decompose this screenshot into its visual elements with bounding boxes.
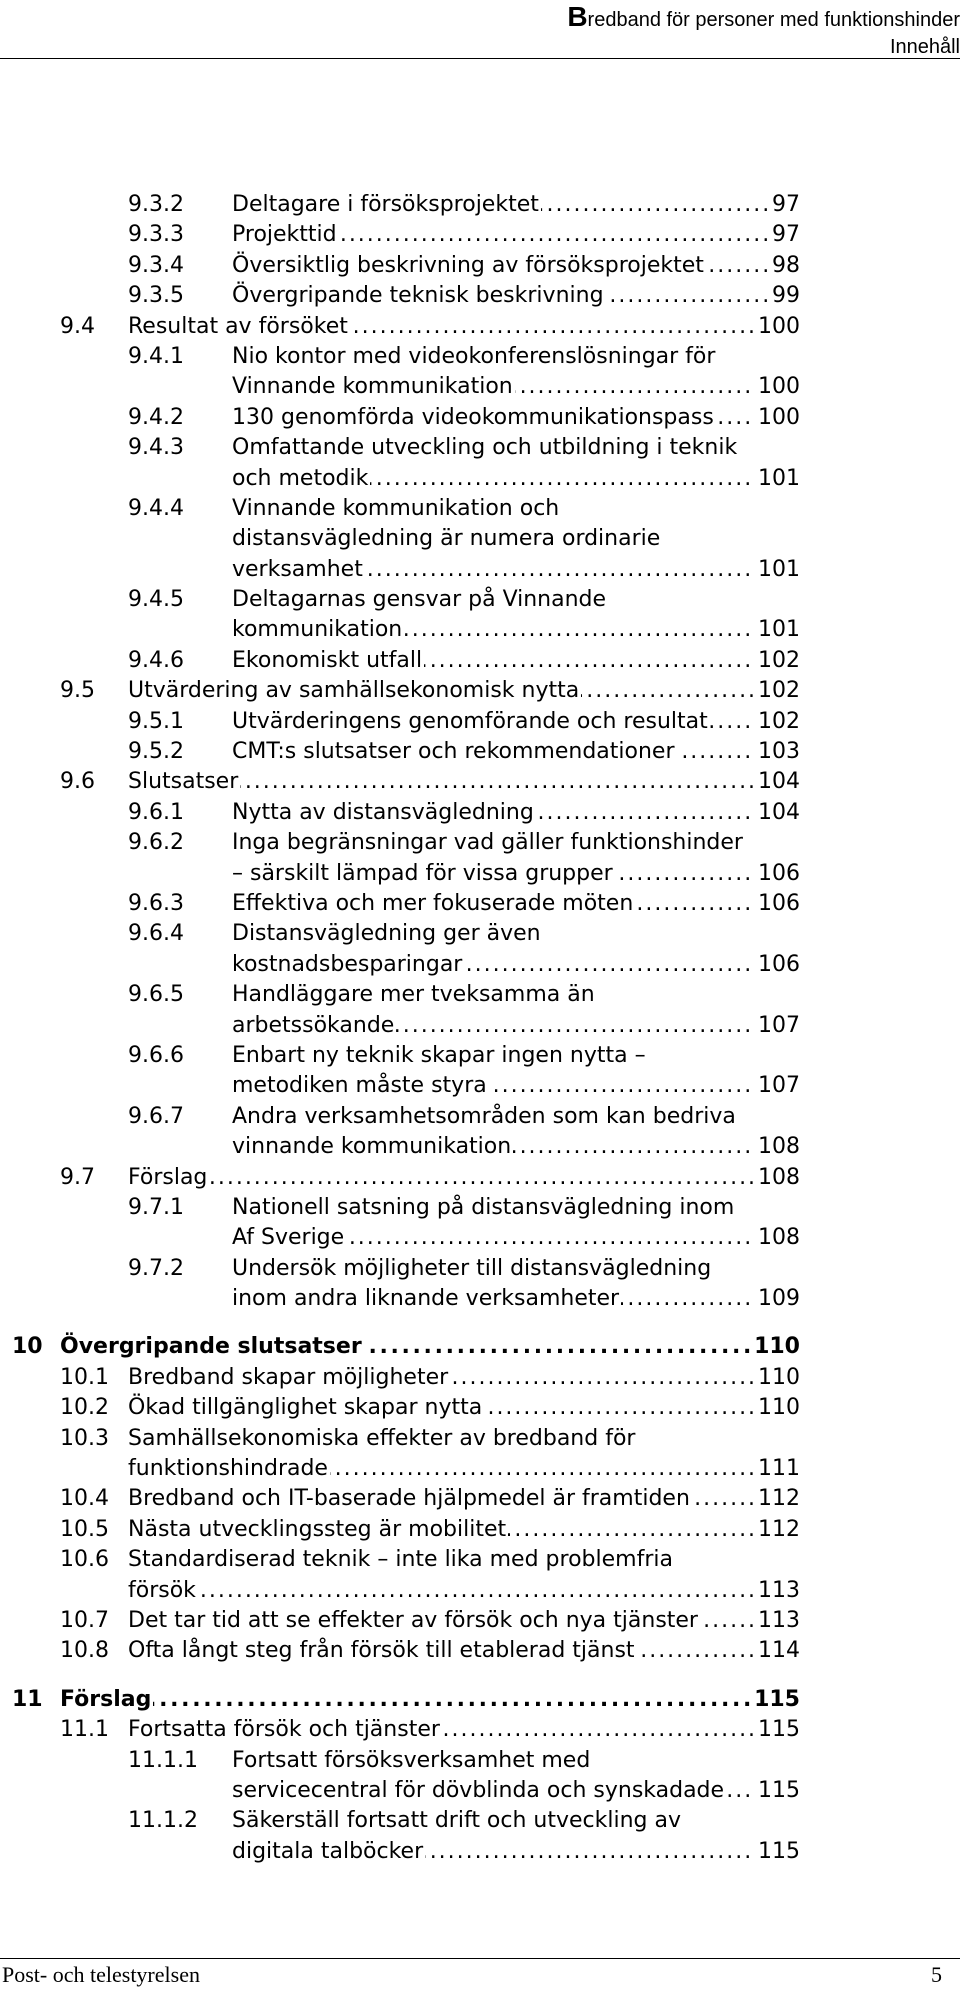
toc-title-text: Resultat av försöket bbox=[128, 313, 348, 339]
toc-page-number: 110 bbox=[755, 1393, 800, 1423]
toc-section-number: 9.5.1 bbox=[128, 708, 184, 734]
toc-title-text: Utvärdering av samhällsekonomisk nytta bbox=[128, 678, 580, 704]
toc-title bbox=[128, 1163, 800, 1193]
toc-title bbox=[232, 798, 800, 828]
toc-page-number: 97 bbox=[769, 190, 800, 220]
toc-line bbox=[0, 707, 800, 737]
toc-title bbox=[232, 646, 800, 676]
toc-title-text: Bredband och IT-baserade hjälpmedel är framtiden bbox=[128, 1486, 690, 1512]
toc-title bbox=[60, 1685, 800, 1715]
toc-title bbox=[232, 555, 800, 585]
toc-title bbox=[232, 1776, 800, 1806]
toc-title-text: distansvägledning är numera ordinarie bbox=[232, 526, 661, 552]
toc-title-text: digitala talböcker bbox=[232, 1838, 424, 1864]
toc-page-number: 102 bbox=[755, 707, 800, 737]
toc-line bbox=[0, 676, 800, 706]
toc-entry[interactable] bbox=[0, 767, 800, 797]
toc-section-number: 9.4.3 bbox=[128, 435, 184, 461]
toc-section-number: 11 bbox=[12, 1686, 43, 1712]
toc-section-number: 9.5 bbox=[60, 678, 95, 704]
toc-page-number: 115 bbox=[755, 1715, 800, 1745]
toc-entry[interactable] bbox=[0, 737, 800, 767]
toc-section-number: 9.4.6 bbox=[128, 647, 184, 673]
toc-section-number: 11.1.1 bbox=[128, 1747, 198, 1773]
toc-section-number: 10.3 bbox=[60, 1425, 109, 1451]
toc-title-text: 130 genomförda videokommunikationspass bbox=[232, 404, 714, 430]
toc-section-number: 10.4 bbox=[60, 1486, 109, 1512]
toc-title bbox=[232, 1223, 800, 1253]
toc-title bbox=[128, 1545, 800, 1575]
toc-title bbox=[232, 950, 800, 980]
toc-title bbox=[232, 524, 800, 554]
toc-section-number: 9.6.1 bbox=[128, 799, 184, 825]
toc-title-text: vinnande kommunikation bbox=[232, 1134, 512, 1160]
toc-entry[interactable] bbox=[0, 1332, 800, 1362]
toc-title-text: inom andra liknande verksamheter bbox=[232, 1286, 620, 1312]
toc-line bbox=[0, 1715, 800, 1745]
toc-section-number: 9.3.2 bbox=[128, 192, 184, 217]
toc-page-number: 113 bbox=[755, 1606, 800, 1636]
toc-title-text: Förslag bbox=[60, 1686, 152, 1712]
toc-title-text: Undersök möjligheter till distansvägledning bbox=[232, 1255, 712, 1281]
toc-title-text: Ökad tillgänglighet skapar nytta bbox=[128, 1395, 483, 1421]
toc-title-text: Handläggare mer tveksamma än bbox=[232, 982, 595, 1008]
toc-entry[interactable] bbox=[0, 798, 800, 828]
toc-page-number: 107 bbox=[755, 1011, 800, 1041]
toc-line bbox=[0, 1393, 800, 1423]
toc-title bbox=[232, 707, 800, 737]
page-footer bbox=[0, 1960, 960, 1990]
toc-line bbox=[0, 281, 800, 311]
toc-section-number: 10.2 bbox=[60, 1395, 109, 1421]
toc-entry[interactable] bbox=[0, 403, 800, 433]
table-of-contents bbox=[0, 190, 800, 1867]
toc-entry[interactable] bbox=[0, 251, 800, 281]
toc-entry[interactable] bbox=[0, 1424, 800, 1485]
toc-section-number: 9.3.5 bbox=[128, 283, 184, 309]
toc-title bbox=[232, 615, 800, 645]
toc-section-number: 9.6.4 bbox=[128, 921, 184, 947]
toc-title bbox=[232, 1132, 800, 1162]
toc-entry[interactable] bbox=[0, 190, 800, 220]
toc-title-text: Nationell satsning på distansvägledning inom bbox=[232, 1194, 735, 1220]
toc-title-text: Översiktlig beskrivning av försöksprojektet bbox=[232, 252, 704, 278]
toc-line bbox=[0, 251, 800, 281]
toc-line bbox=[0, 494, 800, 524]
toc-page-number: 99 bbox=[769, 281, 800, 311]
toc-title bbox=[128, 676, 800, 706]
toc-line bbox=[0, 1223, 800, 1253]
toc-title bbox=[232, 464, 800, 494]
toc-line bbox=[0, 464, 800, 494]
toc-section-number: 9.6 bbox=[60, 769, 95, 795]
toc-section-number: 10.7 bbox=[60, 1607, 109, 1633]
toc-entry[interactable] bbox=[0, 1102, 800, 1163]
toc-title bbox=[232, 1254, 800, 1284]
toc-title-text: försök bbox=[128, 1577, 196, 1603]
running-header bbox=[567, 2, 960, 59]
toc-page-number: 98 bbox=[769, 251, 800, 281]
toc-title-text: funktionshindrade bbox=[128, 1456, 328, 1482]
toc-title bbox=[232, 1806, 800, 1836]
toc-line bbox=[0, 1685, 800, 1715]
toc-title bbox=[128, 767, 800, 797]
toc-page-number: 112 bbox=[755, 1515, 800, 1545]
toc-page-number: 100 bbox=[755, 403, 800, 433]
toc-entry[interactable] bbox=[0, 707, 800, 737]
toc-section-number: 9.4.5 bbox=[128, 587, 184, 613]
toc-line bbox=[0, 1071, 800, 1101]
toc-title-text: Projekttid bbox=[232, 222, 337, 248]
toc-title-text: Distansvägledning ger även bbox=[232, 921, 541, 947]
toc-page-number: 115 bbox=[755, 1776, 800, 1806]
toc-entry[interactable] bbox=[0, 1363, 800, 1393]
toc-line bbox=[0, 555, 800, 585]
toc-entry[interactable] bbox=[0, 889, 800, 919]
toc-line bbox=[0, 524, 800, 554]
toc-page-number: 109 bbox=[755, 1284, 800, 1314]
toc-entry[interactable] bbox=[0, 1545, 800, 1606]
toc-title bbox=[128, 1424, 800, 1454]
toc-entry[interactable] bbox=[0, 1746, 800, 1807]
toc-line bbox=[0, 1515, 800, 1545]
toc-title-text: Ofta långt steg från försök till etablerad tjänst bbox=[128, 1638, 635, 1664]
toc-entry[interactable] bbox=[0, 646, 800, 676]
toc-page-number: 113 bbox=[755, 1576, 800, 1606]
toc-line bbox=[0, 1636, 800, 1666]
toc-line bbox=[0, 372, 800, 402]
toc-entry[interactable] bbox=[0, 1806, 800, 1867]
toc-section-number: 11.1.2 bbox=[128, 1808, 198, 1834]
toc-title-text: Fortsatta försök och tjänster bbox=[128, 1717, 440, 1743]
toc-title-text: Utvärderingens genomförande och resultat bbox=[232, 708, 708, 734]
toc-title bbox=[232, 190, 800, 220]
toc-title bbox=[232, 342, 800, 372]
toc-section-number: 9.4 bbox=[60, 313, 95, 339]
toc-line bbox=[0, 1576, 800, 1606]
toc-title bbox=[232, 980, 800, 1010]
toc-title bbox=[232, 1284, 800, 1314]
toc-entry[interactable] bbox=[0, 585, 800, 646]
toc-line bbox=[0, 1806, 800, 1836]
toc-section-number: 9.7.2 bbox=[128, 1255, 184, 1281]
toc-line bbox=[0, 1041, 800, 1071]
toc-section-number: 10.8 bbox=[60, 1638, 109, 1664]
toc-title-text: Af Sverige bbox=[232, 1225, 345, 1251]
toc-line bbox=[0, 737, 800, 767]
toc-entry[interactable] bbox=[0, 312, 800, 342]
toc-title-text: kostnadsbesparingar bbox=[232, 951, 463, 977]
toc-title-text: Slutsatser bbox=[128, 769, 239, 795]
toc-line bbox=[0, 919, 800, 949]
toc-title-text: Vinnande kommunikation bbox=[232, 374, 513, 400]
toc-title-text: Deltagare i försöksprojektet bbox=[232, 192, 539, 217]
toc-entry[interactable] bbox=[0, 342, 800, 403]
toc-title bbox=[128, 1454, 800, 1484]
toc-entry[interactable] bbox=[0, 919, 800, 980]
page-number: 5 bbox=[931, 1962, 942, 1987]
toc-title-text: Enbart ny teknik skapar ingen nytta – bbox=[232, 1042, 646, 1068]
toc-title bbox=[232, 433, 800, 463]
toc-line bbox=[0, 828, 800, 858]
toc-title-text: Bredband skapar möjligheter bbox=[128, 1364, 449, 1390]
toc-section-number: 9.6.2 bbox=[128, 830, 184, 856]
toc-title-text: Effektiva och mer fokuserade möten bbox=[232, 890, 634, 916]
toc-page-number: 100 bbox=[755, 372, 800, 402]
toc-title bbox=[232, 1071, 800, 1101]
toc-title-text: Samhällsekonomiska effekter av bredband för bbox=[128, 1425, 636, 1451]
toc-page-number: 103 bbox=[755, 737, 800, 767]
toc-line bbox=[0, 1837, 800, 1867]
toc-line bbox=[0, 615, 800, 645]
toc-title-text: Det tar tid att se effekter av försök och nya tjänster bbox=[128, 1607, 698, 1633]
toc-page-number: 111 bbox=[755, 1454, 800, 1484]
toc-title bbox=[128, 1606, 800, 1636]
toc-line bbox=[0, 342, 800, 372]
toc-entry[interactable] bbox=[0, 1193, 800, 1254]
toc-line bbox=[0, 980, 800, 1010]
toc-title-text: kommunikation bbox=[232, 617, 403, 643]
toc-title bbox=[232, 919, 800, 949]
toc-entry[interactable] bbox=[0, 828, 800, 889]
toc-page-number: 101 bbox=[755, 615, 800, 645]
toc-line bbox=[0, 646, 800, 676]
toc-line bbox=[0, 798, 800, 828]
toc-title bbox=[232, 1193, 800, 1223]
toc-title bbox=[60, 1332, 800, 1362]
toc-entry[interactable] bbox=[0, 1041, 800, 1102]
toc-page-number: 101 bbox=[755, 555, 800, 585]
publisher-name: Post- och telestyrelsen bbox=[2, 1962, 200, 1987]
toc-line bbox=[0, 950, 800, 980]
toc-line bbox=[0, 1284, 800, 1314]
toc-title-text: Vinnande kommunikation och bbox=[232, 495, 560, 521]
footer-divider bbox=[0, 1958, 960, 1959]
toc-line bbox=[0, 403, 800, 433]
toc-page-number: 115 bbox=[755, 1837, 800, 1867]
toc-line bbox=[0, 1424, 800, 1454]
toc-line bbox=[0, 1484, 800, 1514]
document-title bbox=[567, 2, 960, 35]
toc-title-text: Övergripande slutsatser bbox=[60, 1334, 362, 1360]
toc-title-text: – särskilt lämpad för vissa grupper bbox=[232, 860, 613, 886]
toc-title-text: Nästa utvecklingssteg är mobilitet bbox=[128, 1516, 507, 1542]
toc-title bbox=[232, 1837, 800, 1867]
title-rest: redband för personer med funktionshinder bbox=[587, 9, 960, 31]
toc-section-number: 10.1 bbox=[60, 1364, 109, 1390]
toc-title bbox=[232, 737, 800, 767]
toc-line bbox=[0, 585, 800, 615]
toc-title-text: servicecentral för dövblinda och synskadade bbox=[232, 1777, 725, 1803]
toc-title bbox=[232, 1041, 800, 1071]
toc-title bbox=[128, 312, 800, 342]
toc-line bbox=[0, 190, 800, 220]
toc-line bbox=[0, 1011, 800, 1041]
toc-title bbox=[232, 859, 800, 889]
toc-title bbox=[232, 1011, 800, 1041]
toc-title bbox=[232, 1746, 800, 1776]
toc-page-number: 112 bbox=[755, 1484, 800, 1514]
toc-title bbox=[232, 372, 800, 402]
toc-entry[interactable] bbox=[0, 1515, 800, 1545]
toc-title bbox=[232, 1102, 800, 1132]
toc-section-number: 9.6.6 bbox=[128, 1042, 184, 1068]
toc-line bbox=[0, 1454, 800, 1484]
toc-page-number: 108 bbox=[755, 1223, 800, 1253]
toc-page-number: 110 bbox=[751, 1332, 800, 1362]
toc-page-number: 102 bbox=[755, 676, 800, 706]
toc-line bbox=[0, 312, 800, 342]
toc-line bbox=[0, 1102, 800, 1132]
toc-title bbox=[128, 1484, 800, 1514]
toc-section-number: 10.6 bbox=[60, 1547, 109, 1573]
toc-title-text: CMT:s slutsatser och rekommendationer bbox=[232, 739, 675, 765]
toc-title bbox=[128, 1393, 800, 1423]
toc-title-text: Omfattande utveckling och utbildning i teknik bbox=[232, 435, 738, 461]
toc-line bbox=[0, 1606, 800, 1636]
toc-entry[interactable] bbox=[0, 494, 800, 585]
toc-section-number: 9.4.4 bbox=[128, 495, 184, 521]
toc-title-text: Fortsatt försöksverksamhet med bbox=[232, 1747, 591, 1773]
toc-line bbox=[0, 1545, 800, 1575]
toc-title-text: Nio kontor med videokonferenslösningar för bbox=[232, 343, 716, 369]
toc-page-number: 114 bbox=[755, 1636, 800, 1666]
toc-section-number: 10.5 bbox=[60, 1516, 109, 1542]
toc-line bbox=[0, 1746, 800, 1776]
toc-section-number: 9.3.3 bbox=[128, 222, 184, 248]
toc-title bbox=[232, 585, 800, 615]
toc-title bbox=[128, 1715, 800, 1745]
toc-page-number: 115 bbox=[751, 1685, 800, 1715]
toc-section-number: 9.6.7 bbox=[128, 1103, 184, 1129]
toc-section-number: 10 bbox=[12, 1334, 43, 1360]
toc-title-text: Ekonomiskt utfall bbox=[232, 647, 423, 673]
toc-title bbox=[232, 889, 800, 919]
toc-title-text: Inga begränsningar vad gäller funktionshinder bbox=[232, 830, 743, 856]
toc-entry[interactable] bbox=[0, 1163, 800, 1193]
toc-title bbox=[232, 494, 800, 524]
toc-page-number: 104 bbox=[755, 767, 800, 797]
toc-page-number: 108 bbox=[755, 1132, 800, 1162]
toc-line bbox=[0, 767, 800, 797]
toc-title-text: Standardiserad teknik – inte lika med problemfria bbox=[128, 1547, 673, 1573]
toc-title-text: Deltagarnas gensvar på Vinnande bbox=[232, 587, 607, 613]
toc-section-number: 9.6.5 bbox=[128, 982, 184, 1008]
toc-page-number: 102 bbox=[755, 646, 800, 676]
toc-title bbox=[232, 220, 800, 250]
toc-entry[interactable] bbox=[0, 1636, 800, 1666]
toc-page-number: 97 bbox=[769, 220, 800, 250]
toc-title-text: Nytta av distansvägledning bbox=[232, 799, 534, 825]
toc-section-number: 9.7.1 bbox=[128, 1194, 184, 1220]
toc-title bbox=[232, 828, 800, 858]
toc-entry[interactable] bbox=[0, 433, 800, 494]
toc-title-text: arbetssökande bbox=[232, 1012, 395, 1038]
toc-line bbox=[0, 1163, 800, 1193]
toc-page-number: 101 bbox=[755, 464, 800, 494]
toc-title-text: Säkerställ fortsatt drift och utveckling av bbox=[232, 1808, 682, 1834]
toc-page-number: 107 bbox=[755, 1071, 800, 1101]
toc-title-text: Övergripande teknisk beskrivning bbox=[232, 283, 604, 309]
toc-line bbox=[0, 889, 800, 919]
toc-line bbox=[0, 1332, 800, 1362]
toc-title bbox=[128, 1576, 800, 1606]
header-divider bbox=[0, 58, 960, 59]
section-subtitle: Innehåll bbox=[889, 36, 960, 58]
toc-title bbox=[128, 1636, 800, 1666]
toc-line bbox=[0, 859, 800, 889]
toc-title bbox=[128, 1363, 800, 1393]
toc-title bbox=[232, 403, 800, 433]
toc-line bbox=[0, 1132, 800, 1162]
toc-page-number: 104 bbox=[755, 798, 800, 828]
title-initial: B bbox=[567, 1, 588, 32]
toc-title-text: Andra verksamhetsområden som kan bedriva bbox=[232, 1103, 736, 1129]
toc-section-number: 9.3.4 bbox=[128, 252, 184, 278]
toc-page-number: 106 bbox=[755, 889, 800, 919]
toc-entry[interactable] bbox=[0, 1606, 800, 1636]
toc-line bbox=[0, 1776, 800, 1806]
toc-section-number: 9.6.3 bbox=[128, 890, 184, 916]
toc-page-number: 108 bbox=[755, 1163, 800, 1193]
toc-section-number: 9.4.1 bbox=[128, 343, 184, 369]
toc-entry[interactable] bbox=[0, 1685, 800, 1715]
toc-title-text: metodiken måste styra bbox=[232, 1073, 487, 1099]
toc-entry[interactable] bbox=[0, 1254, 800, 1315]
toc-title bbox=[232, 281, 800, 311]
toc-title bbox=[232, 251, 800, 281]
toc-entry[interactable] bbox=[0, 220, 800, 250]
toc-page-number: 100 bbox=[755, 312, 800, 342]
toc-title-text: verksamhet bbox=[232, 556, 363, 582]
toc-page-number: 106 bbox=[755, 950, 800, 980]
toc-line bbox=[0, 220, 800, 250]
toc-line bbox=[0, 433, 800, 463]
toc-section-number: 9.7 bbox=[60, 1164, 95, 1190]
toc-title-text: Förslag bbox=[128, 1164, 208, 1190]
toc-entry[interactable] bbox=[0, 1484, 800, 1514]
toc-page-number: 106 bbox=[755, 859, 800, 889]
toc-entry[interactable] bbox=[0, 676, 800, 706]
toc-entry[interactable] bbox=[0, 1393, 800, 1423]
toc-page-number: 110 bbox=[755, 1363, 800, 1393]
toc-line bbox=[0, 1254, 800, 1284]
toc-title bbox=[128, 1515, 800, 1545]
toc-entry[interactable] bbox=[0, 1715, 800, 1745]
toc-title-text: och metodik bbox=[232, 465, 369, 491]
toc-section-number: 9.5.2 bbox=[128, 739, 184, 765]
toc-entry[interactable] bbox=[0, 281, 800, 311]
toc-line bbox=[0, 1193, 800, 1223]
toc-entry[interactable] bbox=[0, 980, 800, 1041]
toc-section-number: 9.4.2 bbox=[128, 404, 184, 430]
toc-line bbox=[0, 1363, 800, 1393]
toc-section-number: 11.1 bbox=[60, 1717, 109, 1743]
